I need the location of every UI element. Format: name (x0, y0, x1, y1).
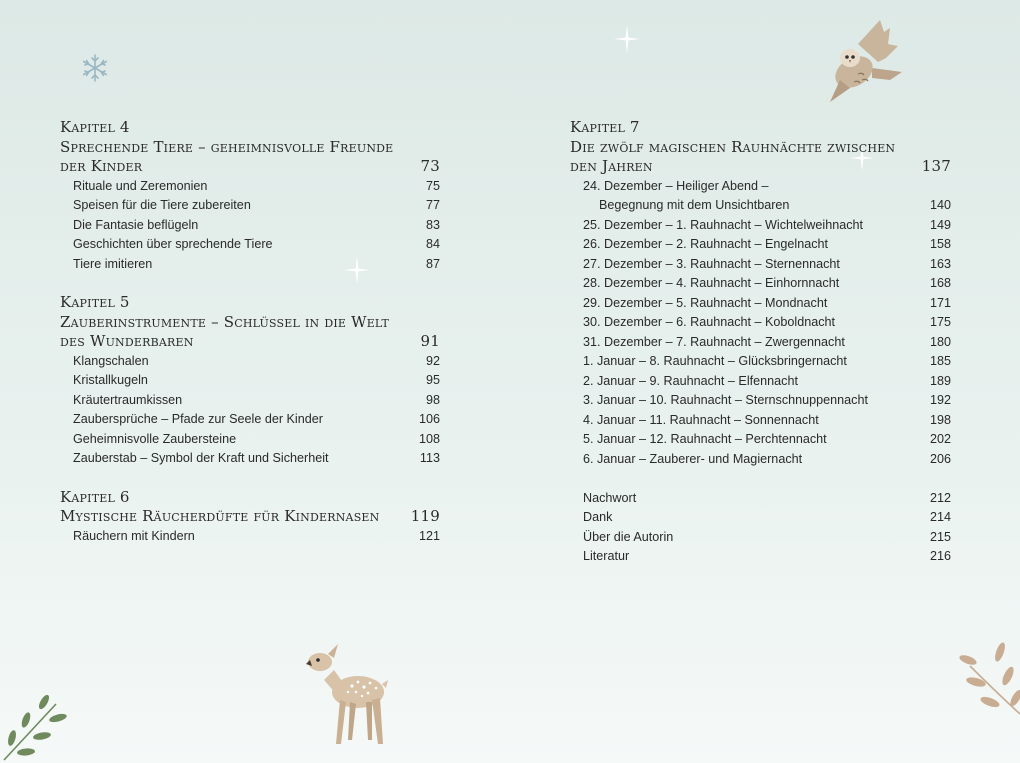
toc-entry (570, 274, 951, 294)
toc-entry-label: Über die Autorin (583, 529, 674, 544)
toc-back-entry (570, 489, 951, 509)
toc-entry (570, 255, 951, 275)
chapter-title-row (60, 507, 440, 527)
toc-entry-label: 3. Januar – 10. Rauhnacht – Sternschnuppennacht (583, 393, 868, 407)
toc-entry (60, 177, 440, 197)
toc-entry-label: Kristallkugeln (73, 373, 148, 387)
chapter-page-number: 91 (420, 332, 440, 350)
toc-entry-page: 98 (425, 392, 440, 407)
toc-entry (570, 196, 951, 216)
toc-entry-label: Klangschalen (73, 353, 149, 368)
toc-entry (570, 430, 951, 450)
toc-entry (60, 196, 440, 216)
toc-entry-page: 171 (929, 295, 951, 310)
toc-entry (570, 411, 951, 431)
toc-entry-label: 31. Dezember – 7. Rauhnacht – Zwergennacht (583, 334, 845, 349)
toc-entry-label: 25. Dezember – 1. Rauhnacht – Wichtelweihnacht (583, 217, 864, 232)
toc-back-entry (570, 547, 951, 567)
toc-entry-page: 95 (425, 373, 440, 387)
chapter-5 (60, 293, 440, 469)
toc-entry-label: Rituale und Zeremonien (73, 178, 208, 193)
toc-entry-page: 113 (419, 451, 440, 465)
chapter-title-line: der Kinder (60, 157, 143, 175)
toc-entry-label: 6. Januar – Zauberer- und Magiernacht (583, 451, 803, 466)
toc-entry-page: 192 (929, 393, 951, 407)
chapter-page-number: 119 (410, 507, 440, 525)
toc-entry-page: 180 (929, 334, 951, 349)
snowflake-icon (80, 53, 110, 83)
chapter-title-row (570, 138, 951, 177)
toc-entry-label: Kräutertraumkissen (73, 392, 183, 407)
toc-entry-page: 212 (929, 490, 951, 505)
chapter-title-row (60, 157, 440, 177)
chapter-title-line: Sprechende Tiere – geheimnisvolle Freunde (60, 137, 394, 156)
toc-entry-page: 163 (929, 256, 951, 271)
chapter-heading: Kapitel 4 (60, 118, 130, 136)
toc-entry-page: 83 (425, 217, 440, 232)
toc-entry-label: 4. Januar – 11. Rauhnacht – Sonnennacht (583, 412, 819, 427)
toc-entry-label: Zaubersprüche – Pfade zur Seele der Kinder (73, 412, 323, 426)
toc-entry-label: 30. Dezember – 6. Rauhnacht – Koboldnacht (583, 315, 836, 329)
toc-entry (570, 391, 951, 411)
chapter-heading: Kapitel 5 (60, 293, 130, 311)
toc-entry-page: 77 (425, 198, 440, 212)
chapter-title-line: des Wunderbaren (60, 332, 194, 350)
toc-entry-page: 87 (425, 256, 440, 271)
toc-entry (570, 313, 951, 333)
sparkle-icon-top (614, 25, 640, 53)
toc-entry (60, 235, 440, 255)
toc-entry-label: Zauberstab – Symbol der Kraft und Sicherheit (73, 451, 329, 465)
toc-entry-page: 202 (929, 432, 951, 446)
toc-back-entry (570, 528, 951, 548)
toc-entry-label: Geheimnisvolle Zaubersteine (73, 431, 237, 446)
toc-entry-label: Die Fantasie beflügeln (73, 217, 199, 232)
toc-entry-page: 92 (425, 353, 440, 368)
chapter-6 (60, 488, 440, 547)
toc-entry (570, 216, 951, 236)
toc-entry-page: 215 (929, 529, 951, 544)
toc-entry-page: 189 (929, 373, 951, 388)
toc-entry (570, 372, 951, 392)
section-spacer (570, 469, 951, 489)
toc-entry-label: Geschichten über sprechende Tiere (73, 237, 273, 251)
chapter-title-line: Zauberinstrumente – Schlüssel in die Welt (60, 312, 390, 331)
toc-entry-page: 140 (929, 198, 951, 212)
toc-back-entry (570, 508, 951, 528)
toc-entry-page: 214 (929, 510, 951, 524)
chapter-heading: Kapitel 6 (60, 487, 130, 506)
toc-entry (570, 235, 951, 255)
chapter-page-number: 73 (420, 157, 440, 175)
toc-entry-label: Literatur (583, 549, 630, 563)
toc-entry (60, 410, 440, 430)
toc-entry-page: 216 (929, 549, 951, 563)
toc-entry-label: Räuchern mit Kindern (73, 528, 195, 543)
toc-entry-page: 185 (929, 354, 951, 368)
toc-entry-label: 2. Januar – 9. Rauhnacht – Elfennacht (583, 373, 798, 388)
toc-entry-page: 108 (418, 431, 440, 446)
toc-entry (60, 216, 440, 236)
toc-entry (570, 294, 951, 314)
fawn-icon (300, 640, 392, 748)
chapter-title-line: Mystische Räucherdüfte für Kindernasen (60, 507, 380, 525)
toc-entry-label: 5. Januar – 12. Rauhnacht – Perchtennacht (583, 432, 827, 446)
toc-left-column (60, 118, 440, 565)
owl-icon (820, 18, 906, 104)
toc-entry-page: 84 (425, 237, 440, 251)
toc-entry-page: 206 (929, 451, 951, 466)
toc-right-column (570, 118, 951, 567)
leaf-branch-icon-left (0, 692, 72, 763)
leaf-branch-icon-right (956, 636, 1020, 718)
toc-entry (60, 527, 440, 547)
toc-entry (60, 371, 440, 391)
toc-entry (60, 352, 440, 372)
toc-entry-page: 121 (418, 528, 440, 543)
toc-entry-label: 29. Dezember – 5. Rauhnacht – Mondnacht (583, 295, 828, 310)
toc-entry-label: Nachwort (583, 490, 637, 505)
toc-entry-page: 149 (929, 217, 951, 232)
toc-entry-label: 1. Januar – 8. Rauhnacht – Glücksbringernacht (583, 354, 847, 368)
toc-entry-page: 168 (929, 276, 951, 290)
toc-entry-page: 158 (929, 237, 951, 251)
toc-entry-line (570, 177, 951, 197)
toc-entry-label: Dank (583, 510, 613, 524)
toc-entry-label: Begegnung mit dem Unsichtbaren (599, 198, 790, 212)
chapter-title-line: Die zwölf magischen Rauhnächte zwischen den Jahren (570, 137, 896, 175)
toc-entry (60, 430, 440, 450)
toc-entry (570, 450, 951, 470)
toc-entry (60, 391, 440, 411)
toc-entry-label: 27. Dezember – 3. Rauhnacht – Sternennacht (583, 256, 840, 271)
toc-entry-page: 106 (418, 412, 440, 426)
toc-entry-label: 28. Dezember – 4. Rauhnacht – Einhornnacht (583, 276, 840, 290)
chapter-title-row (60, 332, 440, 352)
toc-entry (570, 333, 951, 353)
chapter-heading: Kapitel 7 (570, 118, 640, 136)
chapter-page-number: 137 (921, 157, 951, 175)
toc-entry (60, 449, 440, 469)
toc-entry-label: 26. Dezember – 2. Rauhnacht – Engelnacht (583, 237, 829, 251)
toc-entry (60, 255, 440, 275)
toc-entry-label: 24. Dezember – Heiliger Abend – (583, 178, 769, 193)
toc-entry-label: Tiere imitieren (73, 256, 153, 271)
chapter-4 (60, 118, 440, 274)
toc-entry-page: 198 (929, 412, 951, 427)
toc-entry-page: 75 (425, 178, 440, 193)
toc-entry (570, 352, 951, 372)
toc-entry-label: Speisen für die Tiere zubereiten (73, 198, 251, 212)
toc-entry-page: 175 (929, 315, 951, 329)
